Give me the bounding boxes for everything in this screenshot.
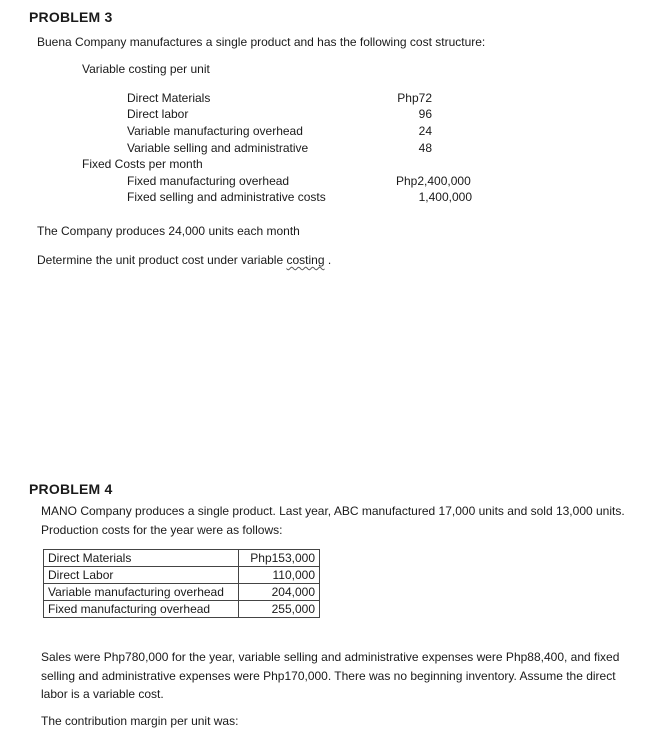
table-row (44, 550, 320, 567)
question-suffix: . (324, 253, 332, 267)
fixed-item-label: Fixed manufacturing overhead (127, 174, 290, 188)
variable-item-value: 48 (418, 141, 432, 155)
variable-item-value: 96 (418, 107, 432, 121)
spellcheck-word: costing (286, 253, 325, 267)
problem-3-question (37, 253, 331, 267)
table-cell-value: 110,000 (239, 567, 320, 584)
variable-item-label: Variable manufacturing overhead (127, 124, 303, 138)
table-row (44, 584, 320, 601)
table-row (44, 567, 320, 584)
production-note: The Company produces 24,000 units each month (37, 224, 300, 238)
table-row (44, 601, 320, 618)
production-costs-table (43, 549, 320, 618)
sales-note: Sales were Php780,000 for the year, variable selling and administrative expenses were Php88,400, and fixed selling and administrative expenses were Php170,000. There was no beginning inventory. Assume the direct labor is a variable cost. (41, 650, 620, 701)
problem-4-title: PROBLEM 4 (29, 481, 113, 497)
problem-3-title: PROBLEM 3 (29, 9, 113, 25)
variable-item-value: 24 (418, 124, 432, 138)
problem-4-question: The contribution margin per unit was: (41, 714, 239, 728)
table-cell-label: Direct Materials (44, 550, 239, 567)
table-cell-value: 255,000 (239, 601, 320, 618)
variable-costing-heading: Variable costing per unit (82, 62, 210, 76)
problem-3-intro: Buena Company manufactures a single product and has the following cost structure: (37, 35, 486, 49)
table-cell-label: Variable manufacturing overhead (44, 584, 239, 601)
variable-item-label: Variable selling and administrative (127, 141, 309, 155)
question-text: Determine the unit product cost under variable (37, 253, 287, 267)
variable-item-label: Direct Materials (127, 91, 211, 105)
variable-item-value: Php72 (397, 91, 432, 105)
fixed-item-label: Fixed selling and administrative costs (127, 190, 326, 204)
table-cell-value: 204,000 (239, 584, 320, 601)
table-cell-value: Php153,000 (239, 550, 320, 567)
fixed-item-value: 1,400,000 (418, 190, 472, 204)
fixed-item-value: Php2,400,000 (396, 174, 471, 188)
table-cell-label: Direct Labor (44, 567, 239, 584)
variable-item-label: Direct labor (127, 107, 189, 121)
problem-4-intro: MANO Company produces a single product. Last year, ABC manufactured 17,000 units and sold 13,000 units. Production costs for the year were as follows: (41, 504, 625, 537)
fixed-costs-heading: Fixed Costs per month (82, 157, 203, 171)
table-cell-label: Fixed manufacturing overhead (44, 601, 239, 618)
